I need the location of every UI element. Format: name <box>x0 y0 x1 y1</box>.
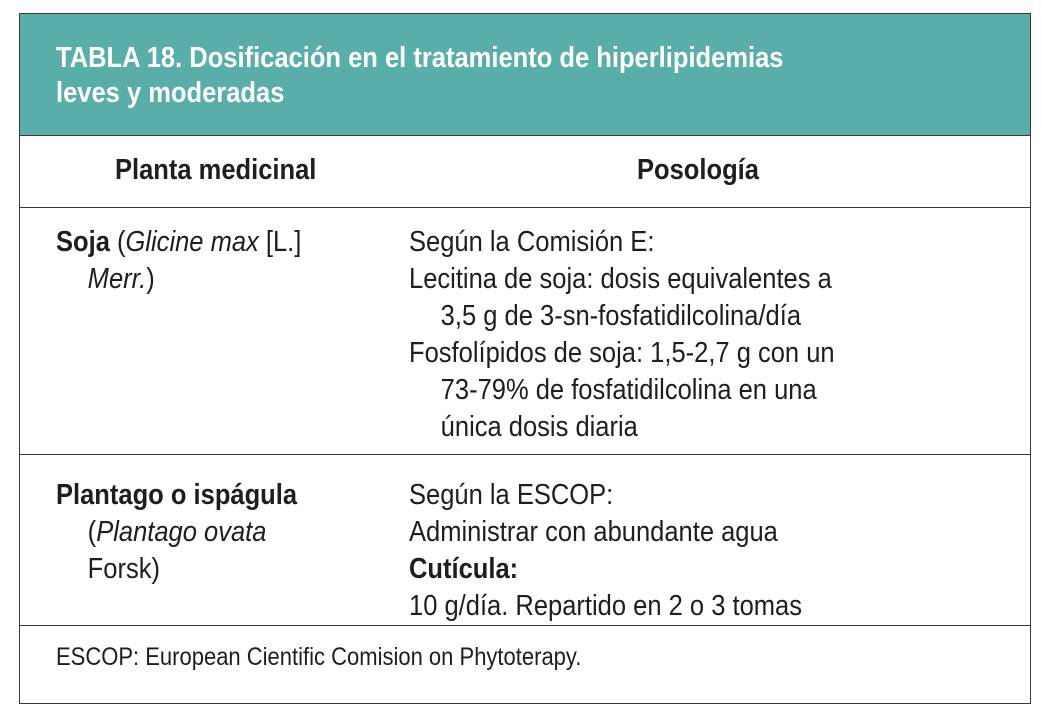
plant-latin-plantago: Plantago ovata <box>96 516 267 548</box>
plant-cell-soja <box>56 224 301 298</box>
plant-name-soja: Soja <box>56 226 110 258</box>
column-header-row <box>20 136 1030 208</box>
plant-paren-close: ) <box>146 263 155 295</box>
plant-author-plantago: Forsk) <box>87 553 160 585</box>
table-title-band <box>20 14 1030 136</box>
dose-line: 73-79% de fosfatidilcolina en una <box>440 374 817 406</box>
plant-paren-open: ( <box>87 516 97 548</box>
dose-line: Administrar con abundante agua <box>409 516 778 548</box>
dose-cell-plantago <box>409 477 802 625</box>
table-footnote: ESCOP: European Cientific Comision on Phytoterapy. <box>56 643 582 671</box>
dose-line: 10 g/día. Repartido en 2 o 3 tomas <box>409 590 802 622</box>
plant-cell-plantago <box>56 477 297 588</box>
table-row-soja <box>20 208 1030 455</box>
table-title-line-1: TABLA 18. Dosificación en el tratamiento de hiperlipidemias <box>56 42 784 74</box>
dose-cell-soja <box>409 224 835 446</box>
dosage-table <box>19 13 1031 704</box>
plant-paren-open: ( <box>109 226 126 258</box>
plant-latin-soja: Glicine max <box>125 226 259 258</box>
dose-subheading: Cutícula: <box>409 553 519 585</box>
plant-author-soja: Merr. <box>87 263 147 295</box>
dose-line: Lecitina de soja: dosis equivalentes a <box>409 263 832 295</box>
dose-line: única dosis diaria <box>440 411 638 443</box>
column-header-plant: Planta medicinal <box>115 154 317 186</box>
table-title-line-2: leves y moderadas <box>56 77 285 109</box>
dose-line: Según la Comisión E: <box>409 226 655 258</box>
table-title <box>56 41 874 111</box>
dose-line: Según la ESCOP: <box>409 479 614 511</box>
plant-name-plantago: Plantago o ispágula <box>56 479 298 511</box>
dose-line: Fosfolípidos de soja: 1,5-2,7 g con un <box>409 337 835 369</box>
plant-latin-rest-soja: [L.] <box>258 226 302 258</box>
table-row-plantago <box>20 455 1030 626</box>
dose-line: 3,5 g de 3-sn-fosfatidilcolina/día <box>440 300 802 332</box>
column-header-dose: Posología <box>637 154 759 186</box>
